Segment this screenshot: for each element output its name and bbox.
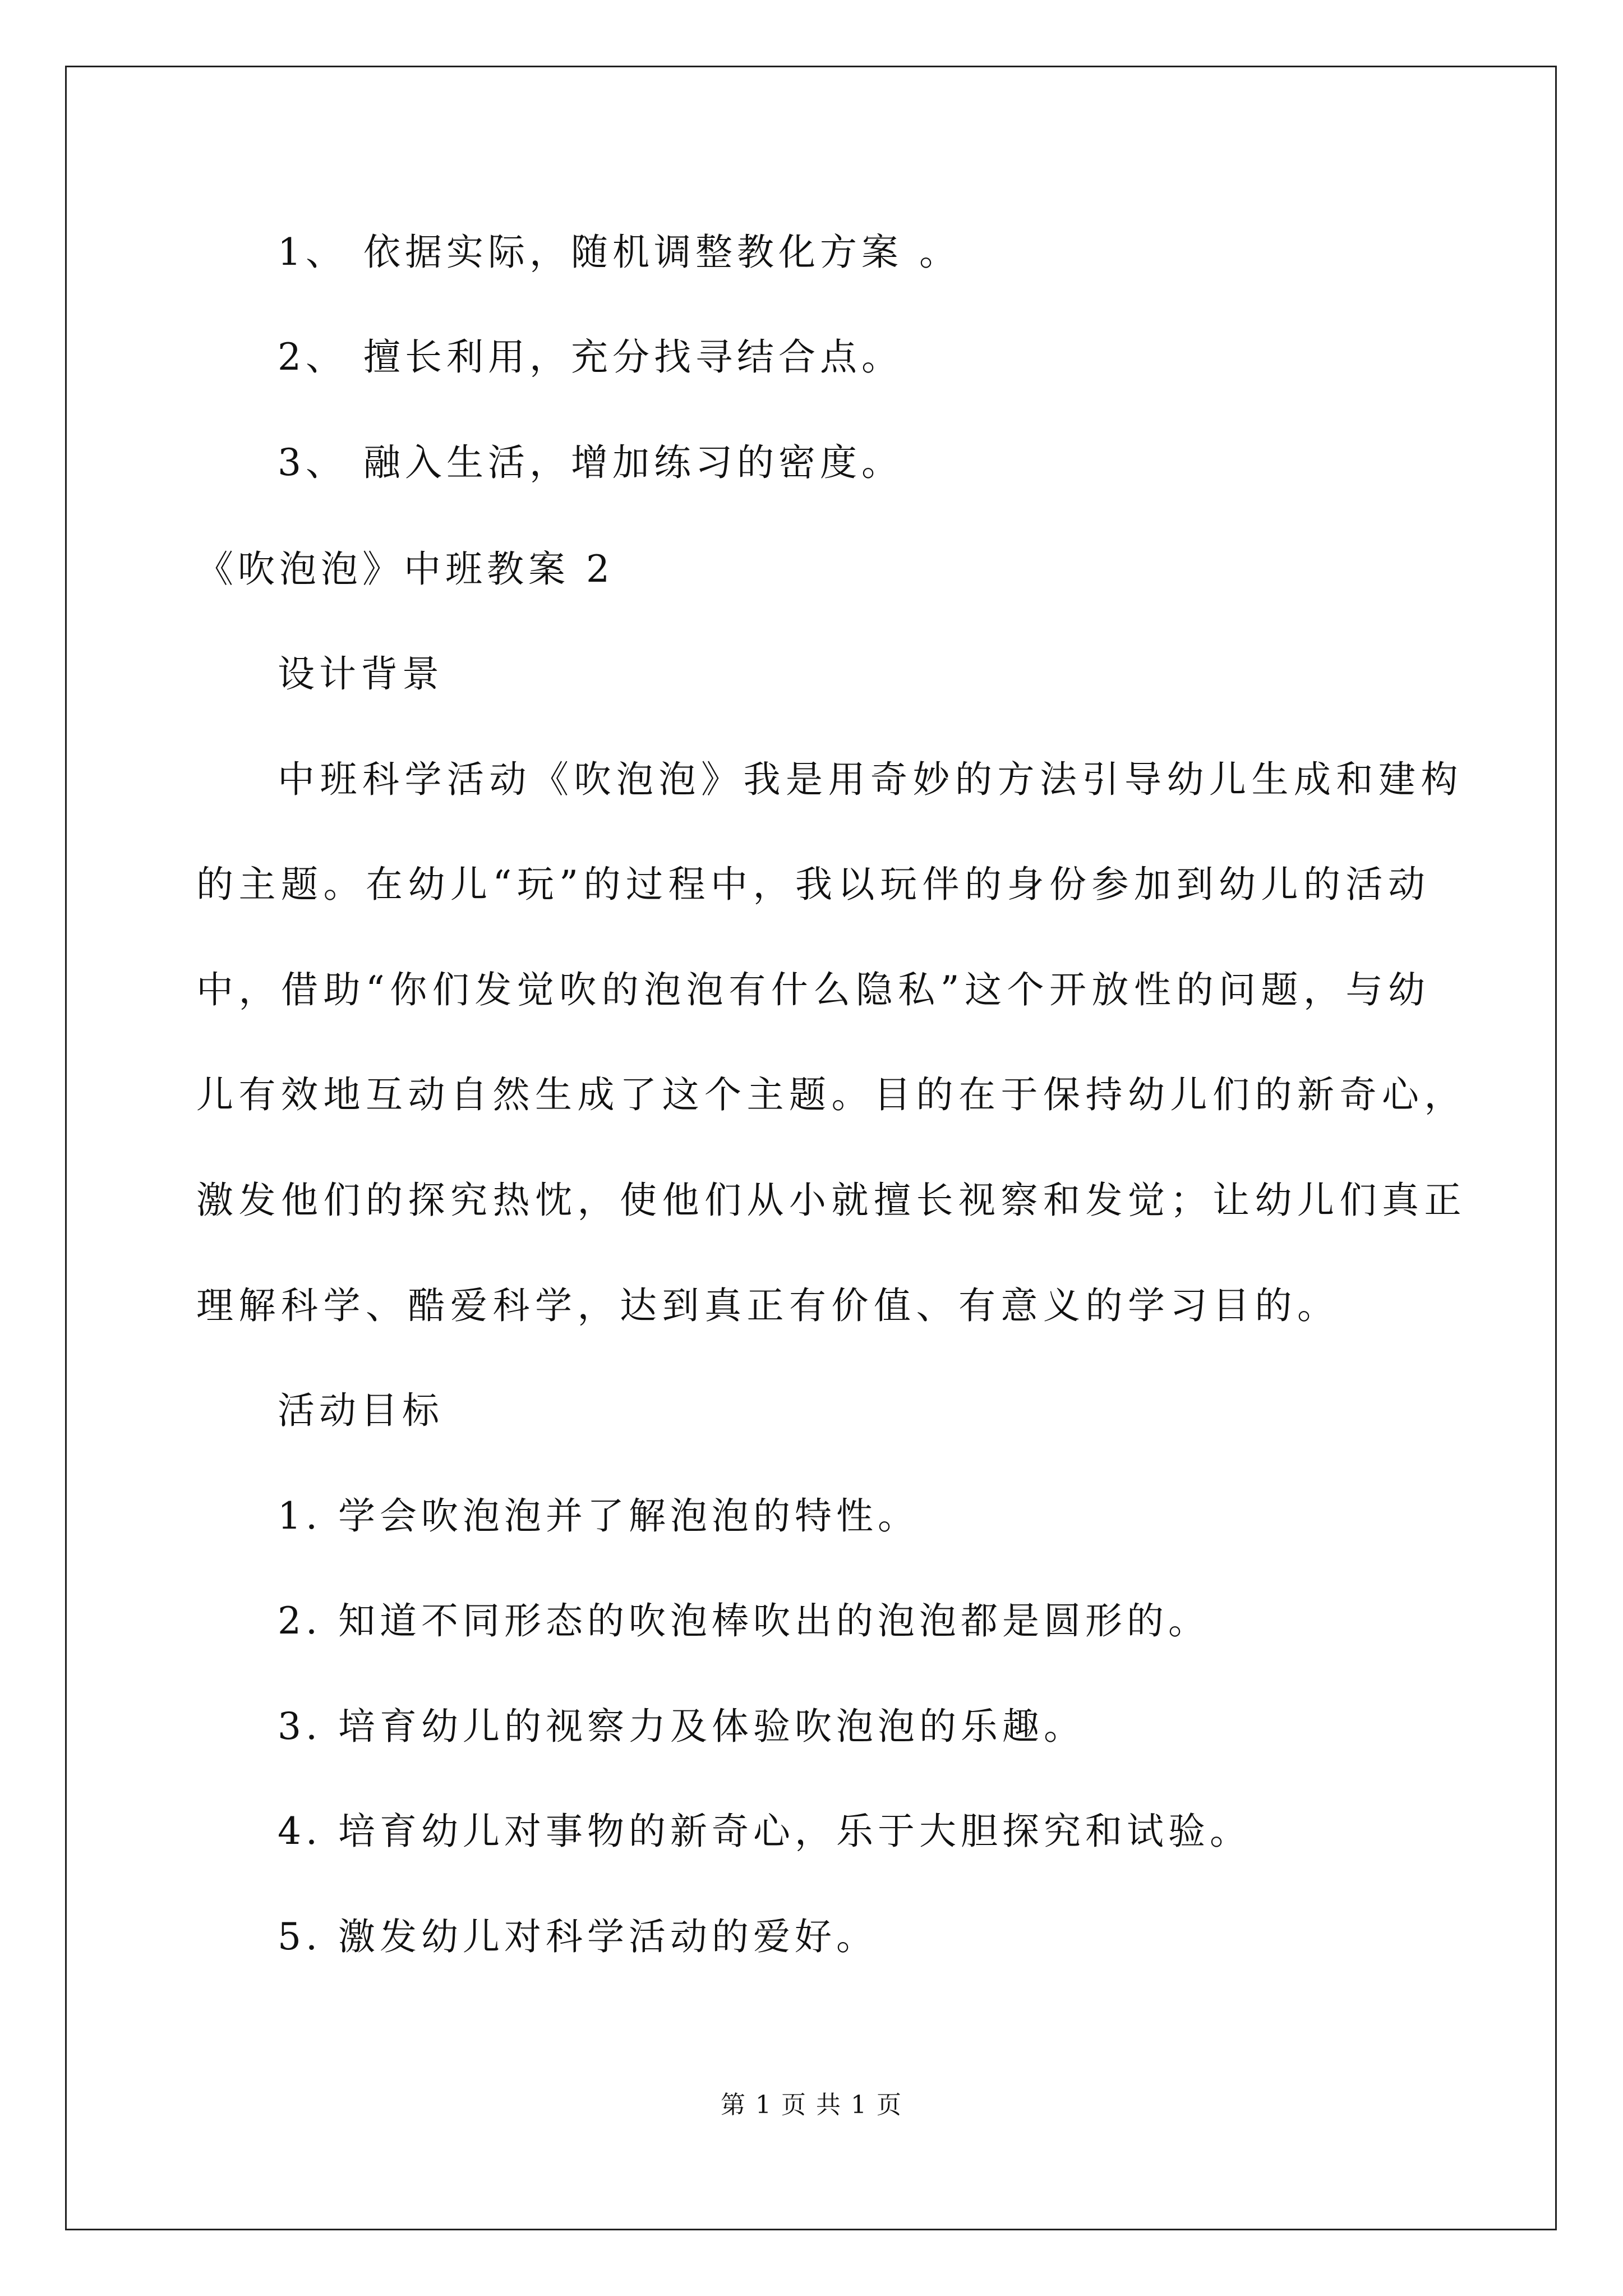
goal-item: 2. 知道不同形态的吹泡棒吹出的泡泡都是圆形的。 xyxy=(278,1599,1210,1642)
paragraph-line: 中，借助“你们发觉吹的泡泡有什么隐私”这个开放性的问题，与幼 xyxy=(196,968,1431,1011)
background-heading: 设计背景 xyxy=(278,652,444,696)
goals-heading: 活动目标 xyxy=(278,1389,444,1432)
list-item: 2、 擅长利用，充分找寻结合点。 xyxy=(278,335,903,379)
section-title: 《吹泡泡》中班教案 2 xyxy=(196,547,614,591)
paragraph-line: 理解科学、酷爱科学，达到真正有价值、有意义的学习目的。 xyxy=(196,1284,1340,1327)
goal-item: 5. 激发幼儿对科学活动的爱好。 xyxy=(278,1915,878,1958)
paragraph-line: 中班科学活动《吹泡泡》我是用奇妙的方法引导幼儿生成和建构 xyxy=(278,758,1463,801)
goal-item: 3. 培育幼儿的视察力及体验吹泡泡的乐趣。 xyxy=(278,1705,1085,1748)
list-item: 3、 融入生活，增加练习的密度。 xyxy=(278,441,903,484)
page-footer: 第 1 页 共 1 页 xyxy=(721,2091,902,2119)
list-item: 1、 依据实际，随机调整教化方案 。 xyxy=(278,231,961,274)
paragraph-line: 激发他们的探究热忱，使他们从小就擅长视察和发觉；让幼儿们真正 xyxy=(196,1179,1467,1222)
goal-item: 4. 培育幼儿对事物的新奇心，乐于大胆探究和试验。 xyxy=(278,1810,1251,1853)
page-border xyxy=(65,66,1557,2230)
paragraph-line: 儿有效地互动自然生成了这个主题。目的在于保持幼儿们的新奇心， xyxy=(196,1073,1467,1116)
goal-item: 1. 学会吹泡泡并了解泡泡的特性。 xyxy=(278,1494,919,1538)
paragraph-line: 的主题。在幼儿“玩”的过程中，我以玩伴的身份参加到幼儿的活动 xyxy=(196,863,1431,906)
